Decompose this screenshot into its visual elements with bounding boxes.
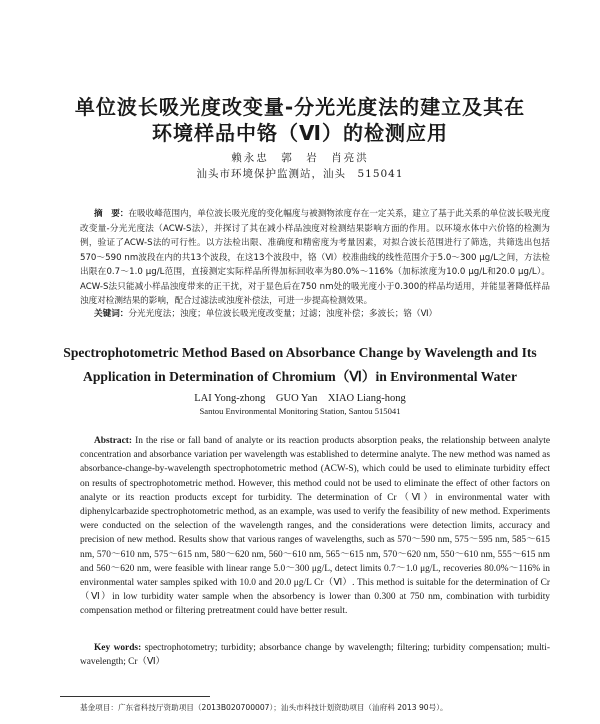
english-keywords: [80, 641, 550, 669]
chinese-keywords: [80, 307, 550, 322]
english-keywords-label: Key words:: [94, 643, 142, 653]
funding-footnote: 基金项目：广东省科技厅资助项目（2013B020700007）；汕头市科技计划资助项目（汕府科 2013 90号）。: [80, 703, 448, 712]
chinese-keywords-text: 分光光度法；浊度；单位波长吸光度改变量；过滤；浊度补偿；多波长；铬（Ⅵ）: [128, 309, 438, 319]
english-keywords-text: spectrophotometry; turbidity; absorbance change by wavelength; filtering; turbidity compensation; multi-wavelength; Cr（Ⅵ）: [80, 643, 550, 668]
english-title-line-1: Spectrophotometric Method Based on Absorbance Change by Wavelength and Its: [63, 345, 537, 360]
english-abstract-text: In the rise or fall band of analyte or its reaction products absorption peaks, the relationship between analyte concentration and absorbance variation per wavelength was established to determine analyte. The new method was named as absorbance-change-by-wavelength spectrophotometric method (ACW-S), which could be used to eliminate turbidity effect on results of spectrophotometric method. However, this method could not be used to eliminate the effect of other factors on analyte or its reaction products except for turbidity. The determination of Cr（Ⅵ）in environmental water with diphenylcarbazide spectrophotometric method, as an example, was used to verify the feasibility of new method. Experiments were conducted on the selection of the wavelength ranges, and the considerations were detection limits, accuracy and precision of new method. Results show that various ranges of wavelengths, such as 570～590 nm, 575～595 nm, 585～615 nm, 570～610 nm, 575～615 nm, 580～620 nm, 560～610 nm, 565～615 nm, 570～620 nm, 550～610 nm, 555～615 nm and 560～620 nm, were feasible with linear range 5.0～300 μg/L, detect limits 0.7～1.0 μg/L, recoveries 80.0%～116% in environmental water samples spiked with 10.0 and 20.0 μg/L Cr（Ⅵ）. This method is suitable for the determination of Cr（Ⅵ）in low turbidity water sample when the absorbency is lower than 0.300 at 750 nm, combination with turbidity compensation method or filtering pretreatment could have better result.: [80, 436, 550, 617]
chinese-keywords-label: 关键词：: [94, 309, 129, 319]
chinese-abstract-label: 摘 要：: [94, 209, 129, 219]
english-abstract-label: Abstract:: [94, 436, 133, 446]
chinese-abstract-text: 在吸收峰范围内，单位波长吸光度的变化幅度与被测物浓度存在一定关系，建立了基于此关系的单位波长吸光度改变量-分光光度法（ACW-S法），并探讨了其在减小样品浊度对检测结果影响方面的作用。以环境水体中六价铬的检测为例，验证了ACW-S法的可行性。以方法检出限、准确度和精密度为考量因素，对拟合波长范围进行了筛选，共筛选出包括570～590 nm波段在内的共13个波段，在这13个波段中，铬（Ⅵ）校准曲线的线性范围介于5.0～300 μg/L之间，方法检出限在0.7～1.0 μg/L范围，直接测定实际样品所得加标回收率为80.0%～116%（加标浓度为10.0 μg/L和20.0 μg/L）。ACW-S法只能减小样品浊度带来的正干扰，对于显色后在750 nm处的吸光度小于0.300的样品均适用，并能显著降低样品浊度对检测结果的影响，配合过滤法或浊度补偿法，可进一步提高检测效果。: [80, 209, 550, 306]
footnote-divider: [60, 696, 210, 697]
english-authors: LAI Yong-zhong GUO Yan XIAO Liang-hong: [194, 393, 406, 404]
chinese-abstract: [80, 207, 550, 309]
english-title-line-2: Application in Determination of Chromium（Ⅵ）in Environmental Water: [83, 369, 517, 384]
chinese-title-line-2: 环境样品中铬（Ⅵ）的检测应用: [152, 121, 448, 145]
english-affiliation: Santou Environmental Monitoring Station, Santou 515041: [199, 406, 401, 416]
chinese-title-line-1: 单位波长吸光度改变量-分光光度法的建立及其在: [74, 95, 526, 119]
english-abstract: [80, 434, 550, 619]
chinese-authors: 赖永忠 郭 岩 肖亮洪: [231, 152, 369, 164]
chinese-affiliation: 汕头市环境保护监测站，汕头 515041: [196, 168, 404, 180]
